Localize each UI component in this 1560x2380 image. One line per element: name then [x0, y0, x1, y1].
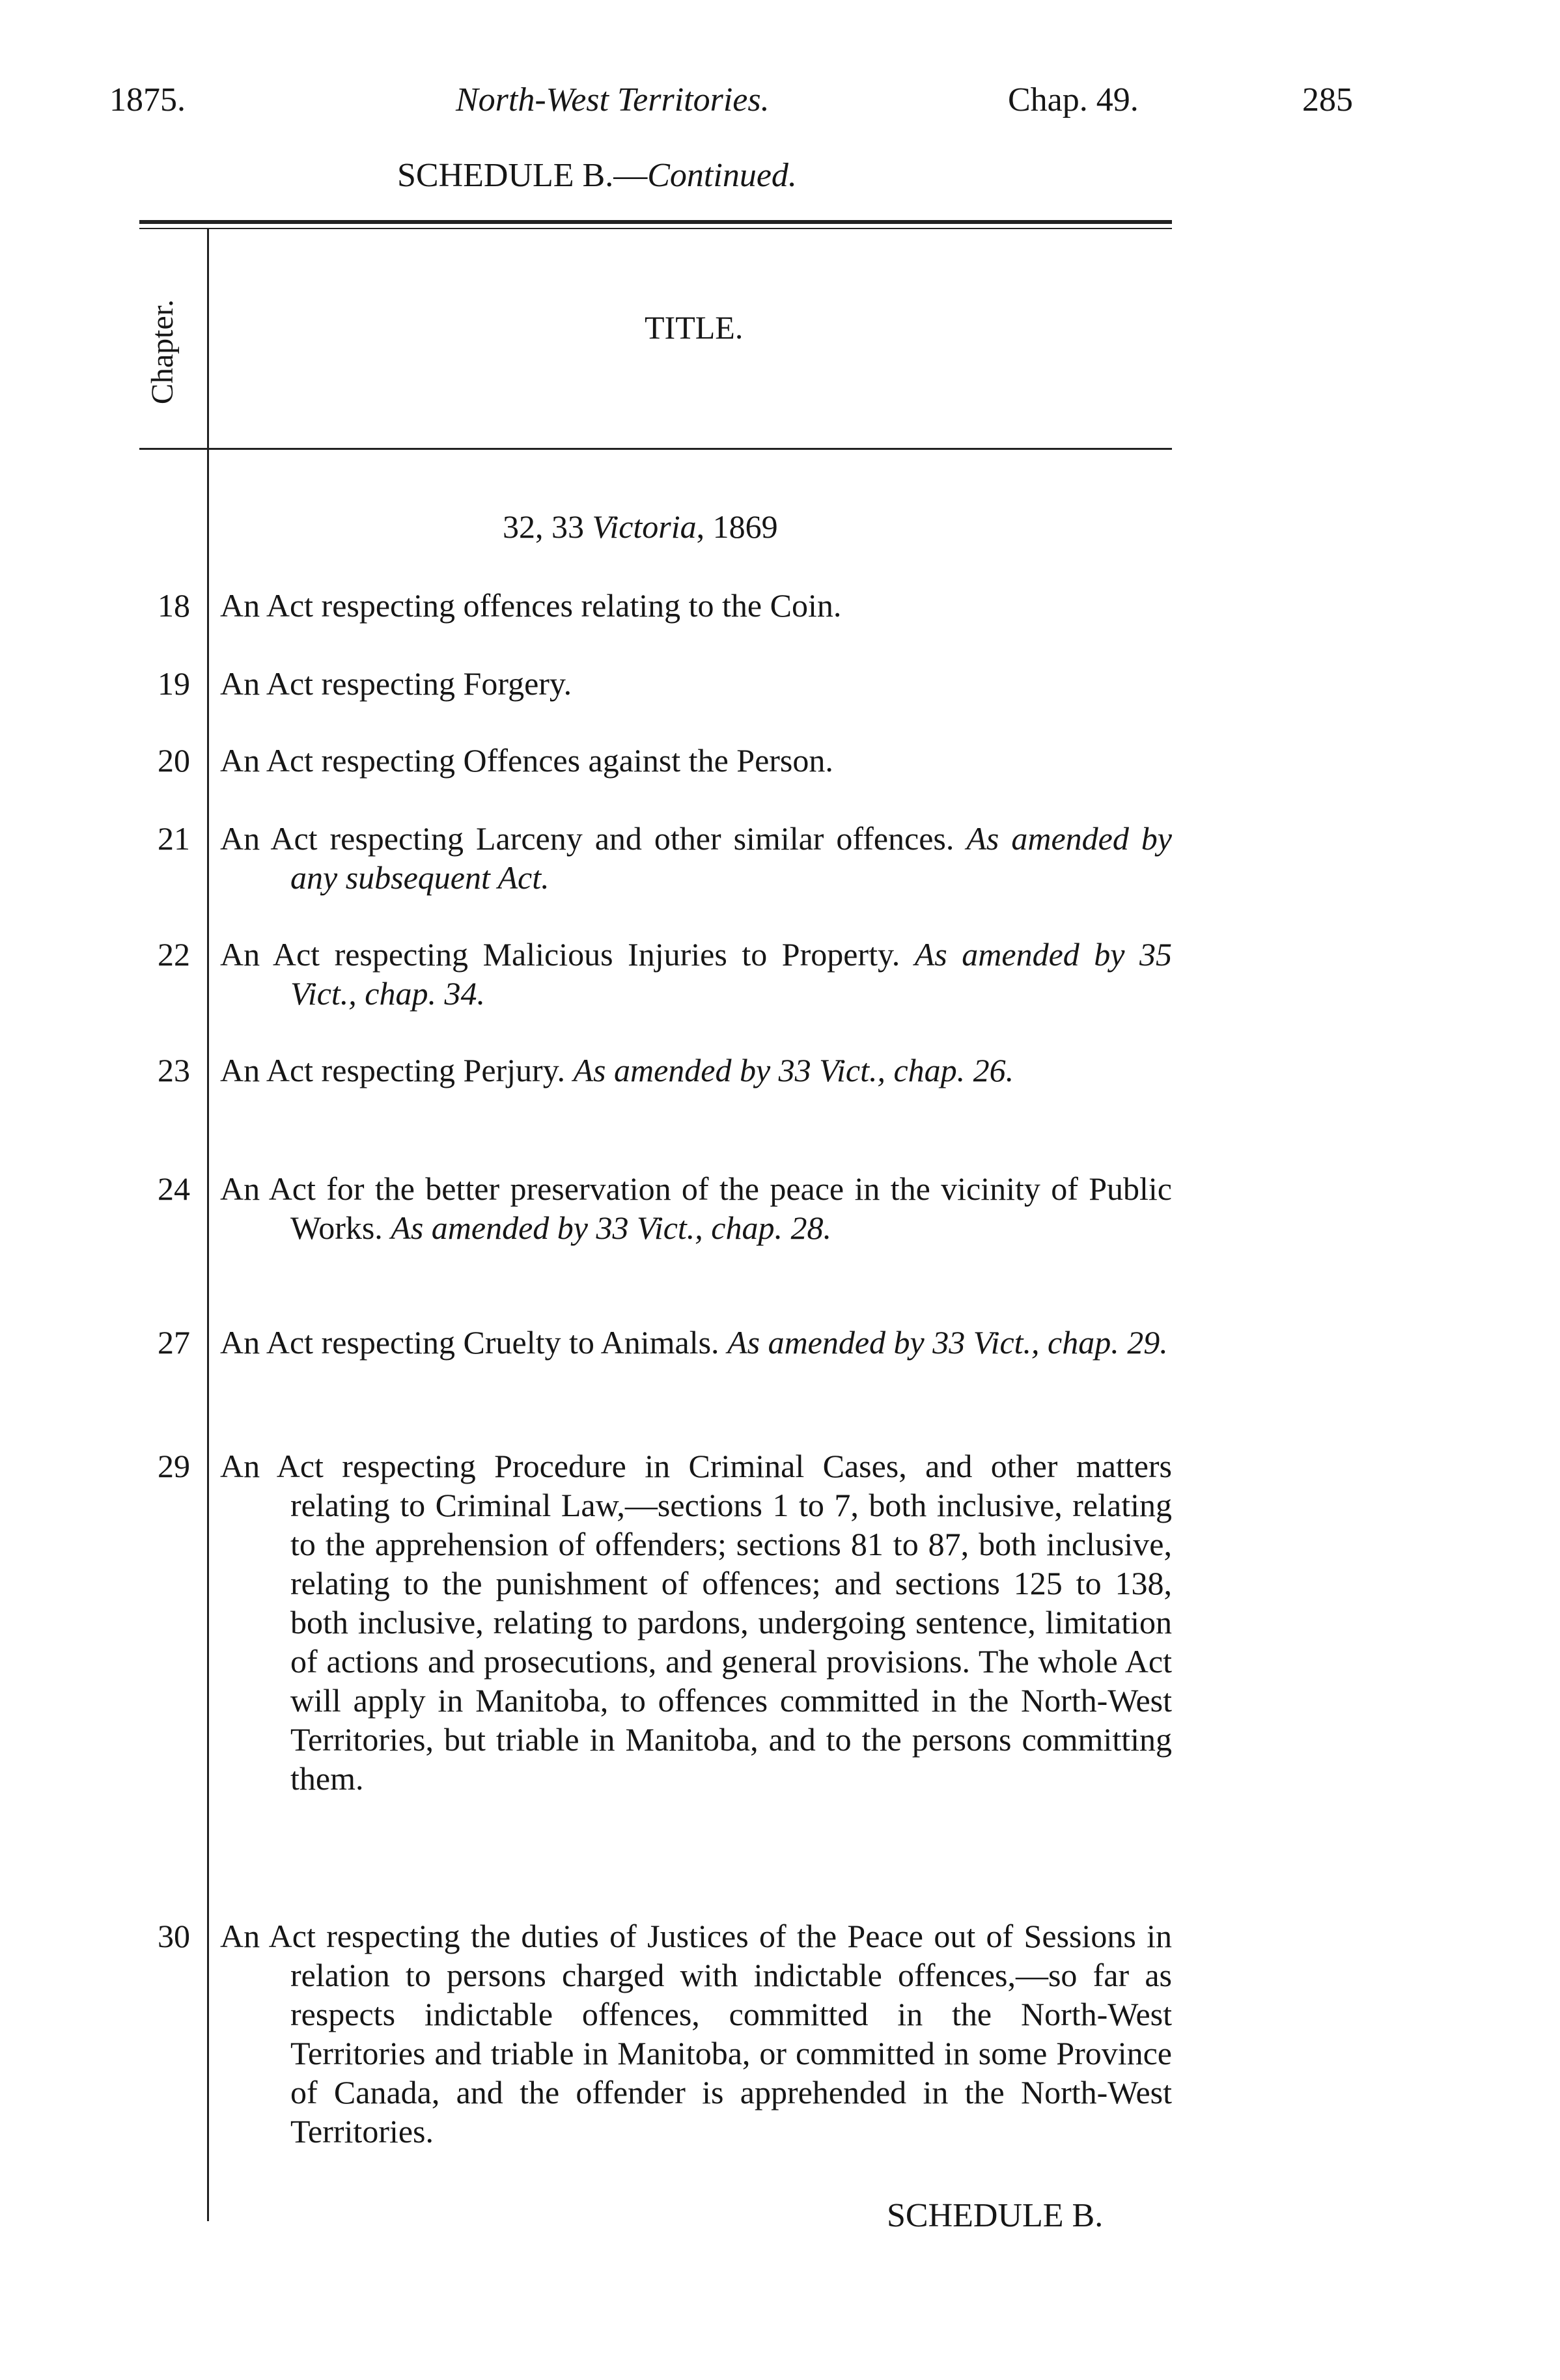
schedule-heading: [397, 159, 797, 193]
entry-title: [220, 741, 1172, 780]
header-chapter: Chap. 49.: [1008, 81, 1139, 118]
entry-text: An Act respecting Cruelty to Animals.: [220, 1324, 719, 1361]
top-rule-thin: [139, 228, 1172, 229]
header-underline-rule: [139, 448, 1172, 450]
entry-amendment: As amended by 33 Vict., chap. 28.: [391, 1210, 831, 1246]
entry-chapter-number: 24: [158, 1170, 190, 1207]
entry-text: An Act respecting Malicious Injuries to Property.: [220, 936, 900, 973]
entry-chapter-number: 19: [158, 665, 190, 702]
column-divider: [207, 229, 209, 2221]
victoria-year: , 1869: [696, 508, 778, 545]
victoria-heading: [503, 510, 778, 543]
entry-amendment: As amended by 33 Vict., chap. 29.: [727, 1324, 1168, 1361]
page-number: 285: [1302, 81, 1353, 118]
entry-text: An Act respecting Forgery.: [220, 665, 572, 702]
chapter-column-header: [117, 260, 208, 443]
entry-amendment: As amended by any subsequent Act.: [290, 820, 1173, 896]
entry-title: [220, 586, 1172, 625]
header-title: North-West Territories.: [456, 81, 770, 118]
entry-text: An Act respecting the duties of Justices of the Peace out of Sessions in relation to persons charged with indictable offences,—so far as respects indictable offences, committed in the North-West Territories and triable in Manitoba, or committed in some Province of Canada, and the offender is apprehended in the North-West Territories.: [220, 1918, 1172, 2150]
entry-text: An Act respecting Procedure in Criminal Cases, and other matters relating to Criminal Law,—sections 1 to 7, both inclusive, relating to the apprehension of offenders; sections 81 to 87, both inclusive, relating to the punishment of offences; and sections 125 to 138, both inclusive, relating to pardons, undergoing sentence, limitation of actions and prosecutions, and general provisions. The whole Act will apply in Manitoba, to offences committed in the North-West Territories, but triable in Manitoba, and to the persons committing them.: [220, 1448, 1172, 1797]
entry-chapter-number: 27: [158, 1324, 190, 1361]
entry-chapter-number: 29: [158, 1448, 190, 1484]
victoria-reign: Victoria: [592, 508, 697, 545]
entry-title: [220, 935, 1172, 1013]
entry-chapter-number: 18: [158, 587, 190, 624]
title-column-header: TITLE.: [645, 309, 744, 346]
entry-chapter-number: 23: [158, 1052, 190, 1088]
header-year: 1875.: [109, 81, 186, 118]
entry-text: An Act respecting offences relating to the Coin.: [220, 587, 842, 624]
top-rule-thick: [139, 220, 1172, 224]
entry-amendment: As amended by 35 Vict., chap. 34.: [290, 936, 1173, 1012]
schedule-heading-continued: Continued.: [647, 157, 797, 194]
entry-chapter-number: 20: [158, 742, 190, 779]
entry-title: [220, 1051, 1172, 1090]
catchword: SCHEDULE B.: [887, 2197, 1104, 2234]
entry-text: An Act for the better preservation of the peace in the vicinity of Public Works.: [220, 1170, 1172, 1246]
entry-title: [220, 1169, 1172, 1247]
entry-chapter-number: 21: [158, 820, 190, 857]
entry-chapter-number: 22: [158, 936, 190, 973]
entry-title: [220, 1916, 1172, 2151]
victoria-numbers: 32, 33: [503, 508, 592, 545]
entry-amendment: As amended by 33 Vict., chap. 26.: [573, 1052, 1014, 1088]
entry-chapter-number: 30: [158, 1918, 190, 1954]
entry-text: An Act respecting Perjury.: [220, 1052, 565, 1088]
entry-text: An Act respecting Offences against the Person.: [220, 742, 833, 779]
chapter-column-label: Chapter.: [145, 299, 180, 404]
entry-title: [220, 664, 1172, 703]
entry-title: [220, 819, 1172, 897]
schedule-heading-label: SCHEDULE B.—: [397, 157, 648, 194]
entry-title: [220, 1323, 1172, 1362]
entry-text: An Act respecting Larceny and other similar offences.: [220, 820, 954, 857]
entry-title: [220, 1446, 1172, 1798]
